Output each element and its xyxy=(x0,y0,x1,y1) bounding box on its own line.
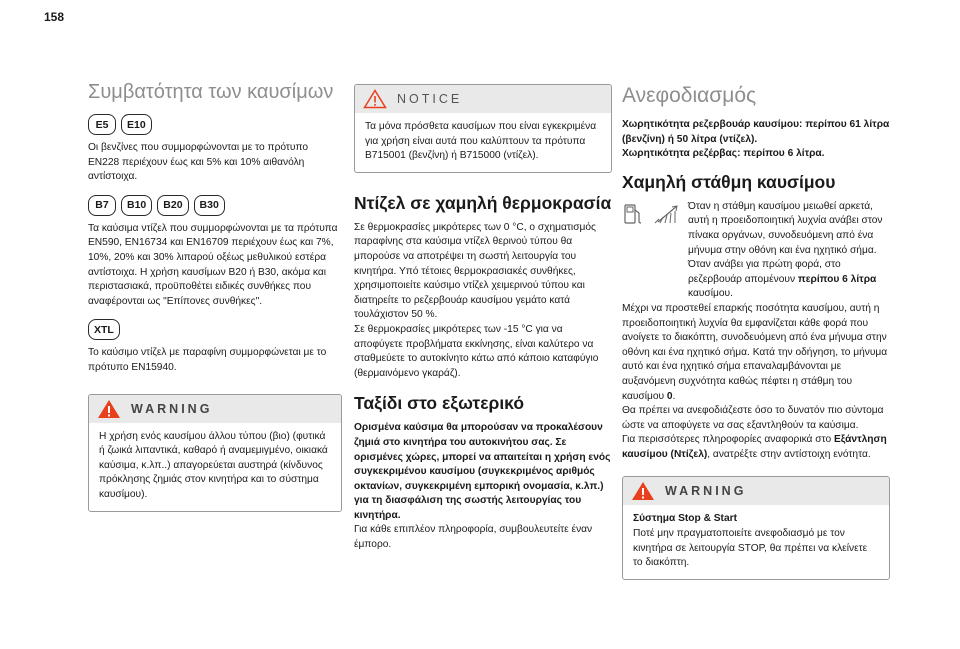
refuelling-title: Ανεφοδιασμός xyxy=(622,84,757,107)
travel-abroad-heading: Ταξίδι στο εξωτερικό xyxy=(354,393,525,414)
warning-text: Η χρήση ενός καυσίμου άλλου τύπου (βιο) (φυτικά ή ζωικά λιπαντικά, καθαρό ή αναμεμιγμένο, οικιακά καύσιμα, κ.λπ..) απαγορεύεται αυστηρά (κίνδυνος πρόκλησης ζημιάς στον κινητήρα και το σύστημα καυσίμου). xyxy=(99,430,328,500)
low-fuel-text-2c: . xyxy=(672,390,676,402)
low-fuel-text-4c: , ανατρέξτε στην αντίστοιχη ενότητα. xyxy=(707,448,871,460)
notice-text: Τα μόνα πρόσθετα καυσίμων που είναι εγκεκριμένα για χρήση είναι αυτά που καλύπτουν τα πρότυπα B715001 (βενζίνη) ή B715000 (ντίζελ). xyxy=(365,121,597,162)
xtl-badge: XTL xyxy=(88,319,120,340)
stop-start-warning-text: Ποτέ μην πραγματοποιείτε ανεφοδιασμό με τον κινητήρα σε λειτουργία STOP, θα πρέπει να κλείνετε το διακόπτη. xyxy=(633,528,868,569)
low-fuel-text-3: Θα πρέπει να ανεφοδιάζεστε όσο το δυνατόν πιο σύντομα ώστε να αποφύγετε να σας εξαντληθούν τα καύσιμα. xyxy=(622,405,884,431)
page-number: 158 xyxy=(44,10,65,24)
b7-badge: B7 xyxy=(88,195,116,216)
warning-header xyxy=(89,395,341,423)
low-fuel-text-1b: περίπου 6 λίτρα xyxy=(797,273,877,285)
stop-start-warning-box xyxy=(622,476,890,579)
b30-badge: B30 xyxy=(194,195,225,216)
e5-badge: E5 xyxy=(88,114,116,135)
warning-box xyxy=(88,394,342,512)
low-fuel-heading: Χαμηλή στάθμη καυσίμου xyxy=(622,171,836,192)
xtl-text: Το καύσιμο ντίζελ με παραφίνη συμμορφώνεται με το πρότυπο EN15940. xyxy=(88,347,327,373)
tank-capacity-text: Χωρητικότητα ρεζερβουάρ καυσίμου: περίπου 61 λίτρα (βενζίνη) ή 50 λίτρα (ντίζελ). xyxy=(622,119,890,145)
diesel-low-temp-text-1: Σε θερμοκρασίες μικρότερες των 0 °C, ο σχηματισμός παραφίνης στα καύσιμα ντίζελ θερινού τύπου θα μπορούσε να αποτρέψει τη σωστή λειτουργία του κινητήρα. Υπό τέτοιες θερμοκρασιακές συνθήκες, χρησιμοποιείτε καύσιμο ντίζελ χειμερινού τύπου και διατηρείτε το ρεζερβουάρ καυσίμου γεμάτο κατά τουλάχιστον 50 %. xyxy=(354,221,596,321)
low-fuel-indicator-row xyxy=(622,200,890,302)
low-fuel-text-2a: Μέχρι να προστεθεί επαρκής ποσότητα καυσίμου, αυτή η προειδοποιητική λυχνία θα εμφανίζεται κάθε φορά που ανοίγετε το διακόπτη, συνοδευόμενη από ένα μήνυμα στην οθόνη και ένα ηχητικό σήμα. Κατά την οδήγηση, το μήνυμα αυτό και ένα ηχητικό σήμα επαναλαμβάνονται με αυξανόμενη συχνότητα καθώς πέφτει η στάθμη του καυσίμου xyxy=(622,302,888,402)
notice-triangle-icon xyxy=(363,89,387,109)
low-fuel-text-4a: Για περισσότερες πληροφορίες αναφορικά στο xyxy=(622,434,834,446)
diesel-text: Τα καύσιμα ντίζελ που συμμορφώνονται με τα πρότυπα EN590, EN16734 και EN16709 περιέχουν έως και 7%, 10%, 20% και 30% λιπαρού οξέως μεθυλικού εστέρα αντίστοιχα. Η χρήση καυσίμων B20 ή B30, ακόμα και περιστασιακά, προϋποθέτει ειδικές συνθήκες που αναφέρονται ως "Επίπονες συνθήκες". xyxy=(88,222,338,307)
low-fuel-text-4 xyxy=(622,433,890,462)
travel-abroad-bold-text: Ορισμένα καύσιμα θα μπορούσαν να προκαλέσουν ζημιά στο κινητήρα του αυτοκινήτου σας. Σε ορισμένες χώρες, μπορεί να απαιτείται η χρήση ενός συγκεκριμένου καυσίμου (συγκεκριμένος αριθμός οκτανίων, συγκεκριμένη εμπορική ονομασία, κ.λπ.) για τη διασφάλιση της σωστής λειτουργίας του κινητήρα. xyxy=(354,422,611,521)
low-fuel-text-1c: καυσίμου. xyxy=(688,288,733,300)
notice-header xyxy=(355,85,611,113)
low-fuel-text-4b: Εξάντληση καυσίμου (Ντίζελ) xyxy=(622,434,887,460)
low-fuel-text-2b: 0 xyxy=(666,390,673,402)
refuelling-column xyxy=(622,84,890,580)
low-fuel-text-1 xyxy=(688,200,890,302)
notice-label: NOTICE xyxy=(397,92,463,106)
fuel-pump-icon xyxy=(622,202,644,226)
stop-start-warning-label: WARNING xyxy=(665,484,747,499)
warning-label: WARNING xyxy=(131,401,213,416)
stop-start-warning-header xyxy=(623,477,889,505)
e10-badge: E10 xyxy=(121,114,152,135)
low-fuel-icons xyxy=(622,200,682,226)
xtl-badges xyxy=(88,319,342,340)
fuel-compatibility-title: Συμβατότητα των καυσίμων xyxy=(88,81,334,103)
diesel-column xyxy=(354,84,612,553)
notice-box xyxy=(354,84,612,173)
stop-start-warning-title: Σύστημα Stop & Start xyxy=(633,513,737,525)
travel-abroad-text: Για κάθε επιπλέον πληροφορία, συμβουλευτείτε έναν έμπορο. xyxy=(354,524,593,551)
b10-badge: B10 xyxy=(121,195,152,216)
reserve-capacity-text: Χωρητικότητα ρεζέρβας: περίπου 6 λίτρα. xyxy=(622,148,825,160)
petrol-text: Οι βενζίνες που συμμορφώνονται με το πρότυπο EN228 περιέχουν έως και 5% και 10% αιθανόλη αντίστοιχα. xyxy=(88,142,309,183)
diesel-badges xyxy=(88,195,342,216)
petrol-badges xyxy=(88,114,342,135)
low-fuel-text-1a: Όταν η στάθμη καυσίμου μειωθεί αρκετά, αυτή η προειδοποιητική λυχνία ανάβει στον πίνακα οργάνων, συνοδευόμενη από ένα μήνυμα στην οθόνη και ένα ηχητικό σήμα. Όταν ανάβει για πρώτη φορά, στο ρεζερβουάρ απομένουν xyxy=(688,200,883,285)
b20-badge: B20 xyxy=(157,195,188,216)
low-fuel-gauge-icon xyxy=(652,202,682,226)
low-fuel-text-2 xyxy=(622,302,890,404)
fuel-compatibility-column xyxy=(88,80,342,512)
warning-triangle-icon xyxy=(97,399,121,419)
warning-triangle-icon xyxy=(631,481,655,501)
diesel-low-temp-text-2: Σε θερμοκρασίες μικρότερες των -15 °C για να αποφύγετε προβλήματα εκκίνησης, είναι καλύτερο να σταθμεύετε το αυτοκίνητο κάτω από κάποιο καταφύγιο (θερμαινόμενο γκαράζ). xyxy=(354,323,599,379)
diesel-low-temp-heading: Ντίζελ σε χαμηλή θερμοκρασία xyxy=(354,192,612,213)
